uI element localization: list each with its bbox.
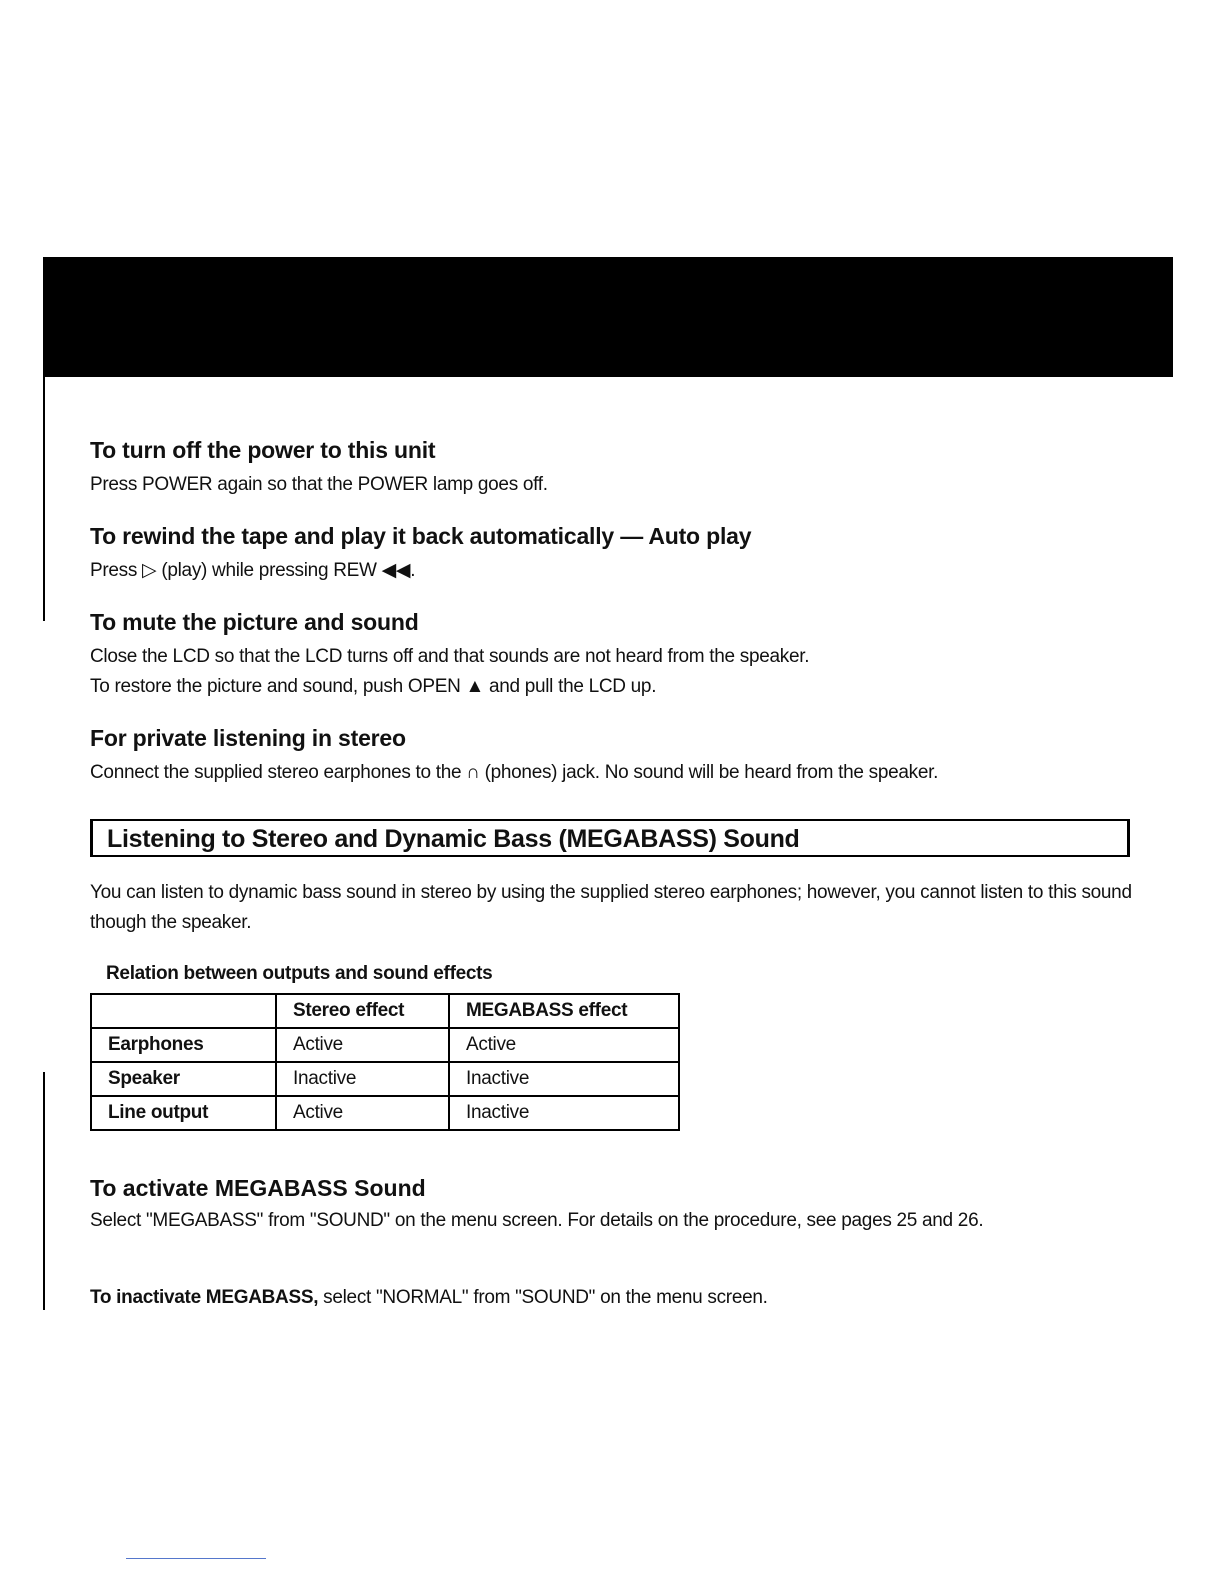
- inactivate-note: [90, 1287, 768, 1309]
- table-caption: Relation between outputs and sound effects: [106, 963, 493, 984]
- table-cell: Active: [449, 1028, 679, 1062]
- section-heading: To rewind the tape and play it back automatically — Auto play: [90, 523, 752, 549]
- table-cell: Active: [276, 1096, 449, 1130]
- table-cell: Earphones: [91, 1028, 276, 1062]
- table-cell: Active: [276, 1028, 449, 1062]
- section-mute: [90, 608, 1150, 702]
- section-body: Press ▷ (play) while pressing REW ◀◀.: [90, 560, 416, 581]
- section-body: Connect the supplied stereo earphones to the ∩ (phones) jack. No sound will be heard from the speaker.: [90, 762, 939, 783]
- section-heading: To turn off the power to this unit: [90, 437, 436, 463]
- table-row: [91, 1062, 679, 1096]
- section-body: Press POWER again so that the POWER lamp goes off.: [90, 474, 548, 495]
- footer-rule: [126, 1558, 266, 1559]
- margin-rule-bottom: [43, 1072, 45, 1310]
- table-header-cell: Stereo effect: [276, 994, 449, 1028]
- table-header-cell: [91, 994, 276, 1028]
- table-row: [91, 1028, 679, 1062]
- section-heading: For private listening in stereo: [90, 725, 406, 751]
- section-activate-megabass: [90, 1174, 1145, 1235]
- table-cell: Inactive: [449, 1062, 679, 1096]
- table-cell: Inactive: [276, 1062, 449, 1096]
- inactivate-body: select "NORMAL" from "SOUND" on the menu screen.: [318, 1287, 768, 1308]
- table-row: [91, 1096, 679, 1130]
- megabass-intro: You can listen to dynamic bass sound in stereo by using the supplied stereo earphones; however, you cannot listen to this sound though the speaker.: [90, 882, 1132, 933]
- section-power-off: [90, 436, 1150, 500]
- sound-effects-table: [90, 993, 680, 1131]
- table-header-row: [91, 994, 679, 1028]
- margin-rule-top: [43, 377, 45, 621]
- section-auto-play: [90, 522, 1150, 586]
- section-private-listening: [90, 724, 1150, 788]
- inactivate-lead: To inactivate MEGABASS,: [90, 1287, 319, 1308]
- section-body: To restore the picture and sound, push OPEN ▲ and pull the LCD up.: [90, 676, 657, 697]
- megabass-section-title: Listening to Stereo and Dynamic Bass (MEGABASS) Sound: [90, 819, 1130, 857]
- section-body: Close the LCD so that the LCD turns off and that sounds are not heard from the speaker.: [90, 646, 810, 667]
- section-body: Select "MEGABASS" from "SOUND" on the menu screen. For details on the procedure, see pages 25 and 26.: [90, 1210, 984, 1231]
- table-cell: Speaker: [91, 1062, 276, 1096]
- table-header-cell: MEGABASS effect: [449, 994, 679, 1028]
- section-heading: To mute the picture and sound: [90, 609, 419, 635]
- table-cell: Inactive: [449, 1096, 679, 1130]
- section-heading: To activate MEGABASS Sound: [90, 1175, 426, 1201]
- header-band: [43, 257, 1173, 377]
- instructions-list: [90, 436, 1150, 810]
- table-cell: Line output: [91, 1096, 276, 1130]
